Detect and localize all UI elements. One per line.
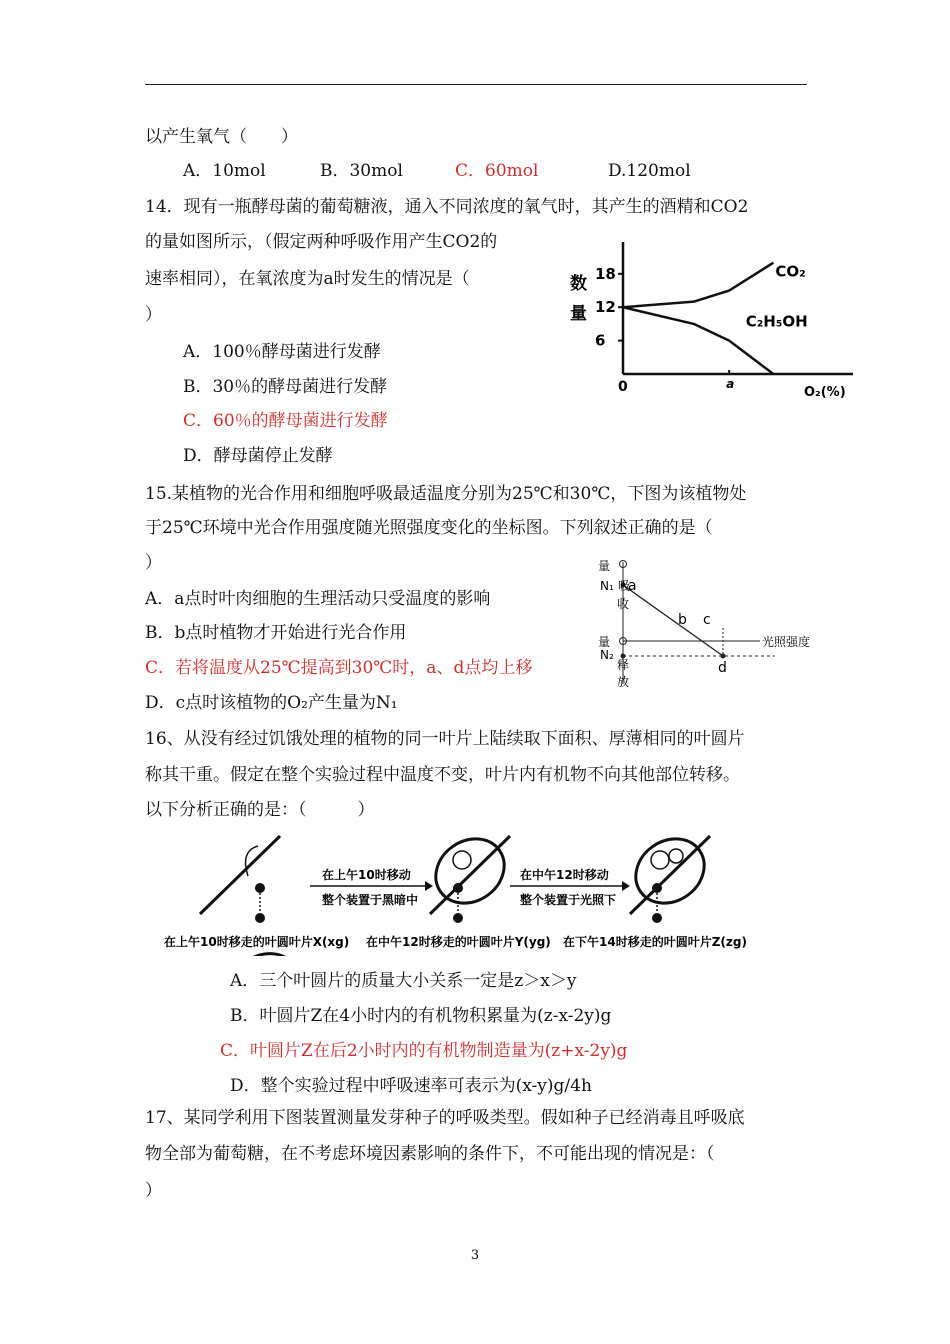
q15-point-a: a (628, 578, 637, 594)
q16-step2-bottom: 整个装置于光照下 (520, 893, 617, 907)
leaf-3 (623, 826, 716, 923)
q15-n1-label: N₁ (600, 579, 614, 593)
q17-line-2: 物全部为葡萄糖，在不考虑环境因素影响的条件下，不可能出现的情况是：（ (145, 1144, 715, 1164)
q16-line-3: 以下分析正确的是：（ ） (145, 800, 375, 820)
q16-caption-y: 在中午12时移走的叶圆叶片Y(yg) (366, 935, 551, 949)
q14-series-label: C₂H₅OH (745, 312, 808, 331)
q15-ylabel-bottom-1: 释 (617, 658, 630, 672)
q16-line-2: 称其干重。假定在整个实验过程中温度不变，叶片内有机物不向其他部位转移。 (145, 765, 740, 785)
q16-option-d: D．整个实验过程中呼吸速率可表示为(x-y)g/4h (230, 1076, 592, 1096)
q14-line-1: 14．现有一瓶酵母菌的葡萄糖液，通入不同浓度的氧气时，其产生的酒精和CO2 (145, 197, 749, 217)
q16-option-b: B．叶圆片Z在4小时内的有机物积累量为(z-x-2y)g (230, 1006, 612, 1026)
header-rule (145, 84, 807, 85)
q16-step2-top: 在中午12时移动 (520, 868, 609, 882)
q16-line-1: 16、从没有经过饥饿处理的植物的同一叶片上陆续取下面积、厚薄相同的叶圆片 (145, 729, 745, 749)
q15-ylabel-top-1: 吸 (618, 579, 631, 593)
q14-ylabel-2: 量 (570, 304, 587, 324)
q15-figure (590, 556, 840, 690)
q16-step1-bottom: 整个装置于黑暗中 (322, 893, 419, 907)
q13-option-a: A．10mol (183, 161, 266, 181)
q14-option-d: D．酵母菌停止发酵 (183, 446, 333, 466)
q15-line-2: 于25℃环境中光合作用强度随光照强度变化的坐标图。下列叙述正确的是（ (145, 518, 713, 538)
q13-option-b: B．30mol (320, 161, 403, 181)
q15-option-c: C．若将温度从25℃提高到30℃时，a、d点均上移 (145, 658, 533, 678)
q16-figure (160, 826, 800, 956)
q13-option-d: D.120mol (608, 161, 691, 181)
q14-xtick-label: 0 (618, 379, 628, 395)
q15-point-b: b (678, 612, 687, 628)
q14-option-c: C．60％的酵母菌进行发酵 (183, 411, 388, 431)
q13-option-c: C．60mol (455, 161, 539, 181)
q15-n2-label: N₂ (600, 648, 614, 662)
q14-ytick-label: 12 (595, 298, 616, 317)
q14-series-line (623, 263, 773, 308)
q14-option-b: B．30％的酵母菌进行发酵 (183, 377, 388, 397)
q15-option-d: D．c点时该植物的O₂产生量为N₁ (145, 693, 398, 713)
q15-line-3: ） (145, 553, 162, 573)
q17-line-1: 17、某同学利用下图装置测量发芽种子的呼吸类型。假如种子已经消毒且呼吸底 (145, 1108, 745, 1128)
page-number: 3 (470, 1248, 480, 1263)
q15-point-d: d (718, 660, 727, 676)
q15-ylabel-top-2: 收 (617, 597, 630, 611)
q14-ylabel-1: 数 (570, 274, 587, 294)
q15-xlabel: 光照强度 (762, 635, 811, 649)
q15-ylabel-top-0: 量 (598, 559, 611, 573)
q14-xlabel: O₂(%) (804, 385, 846, 400)
q15-option-b: B．b点时植物才开始进行光合作用 (145, 623, 407, 643)
q14-chart (560, 236, 860, 406)
q16-caption-z: 在下午14时移走的叶圆叶片Z(zg) (563, 935, 747, 949)
q14-series-label: CO₂ (775, 262, 806, 281)
q13-line: 以产生氧气（ ） (145, 127, 298, 147)
leaf-2 (423, 826, 516, 923)
q14-ytick-label: 6 (595, 331, 606, 350)
q15-ylabel-bottom-0: 量 (598, 635, 611, 649)
q16-step1-top: 在上午10时移动 (322, 868, 411, 882)
q16-caption-x: 在上午10时移走的叶圆叶片X(xg) (164, 935, 350, 949)
q14-ytick-label: 18 (595, 264, 616, 283)
q14-axes (623, 242, 853, 374)
q15-point-c: c (703, 612, 711, 628)
q14-line-2: 的量如图所示，（假定两种呼吸作用产生CO2的 (145, 232, 498, 252)
q14-option-a: A．100％酵母菌进行发酵 (183, 342, 381, 362)
q14-xtick-label: a (726, 377, 735, 391)
q15-option-a: A．a点时叶肉细胞的生理活动只受温度的影响 (145, 589, 491, 609)
q16-option-c: C．叶圆片Z在后2小时内的有机物制造量为(z+x-2y)g (220, 1041, 628, 1061)
q14-line-3: 速率相同），在氧浓度为a时发生的情况是（ (145, 269, 470, 289)
q16-option-a: A．三个叶圆片的质量大小关系一定是z＞x＞y (230, 971, 577, 991)
q15-line-1: 15.某植物的光合作用和细胞呼吸最适温度分别为25℃和30℃，下图为该植物处 (145, 484, 747, 504)
q14-line-4: ） (145, 305, 162, 325)
q15-ylabel-bottom-2: 放 (617, 675, 630, 689)
q17-line-3: ） (145, 1181, 162, 1201)
